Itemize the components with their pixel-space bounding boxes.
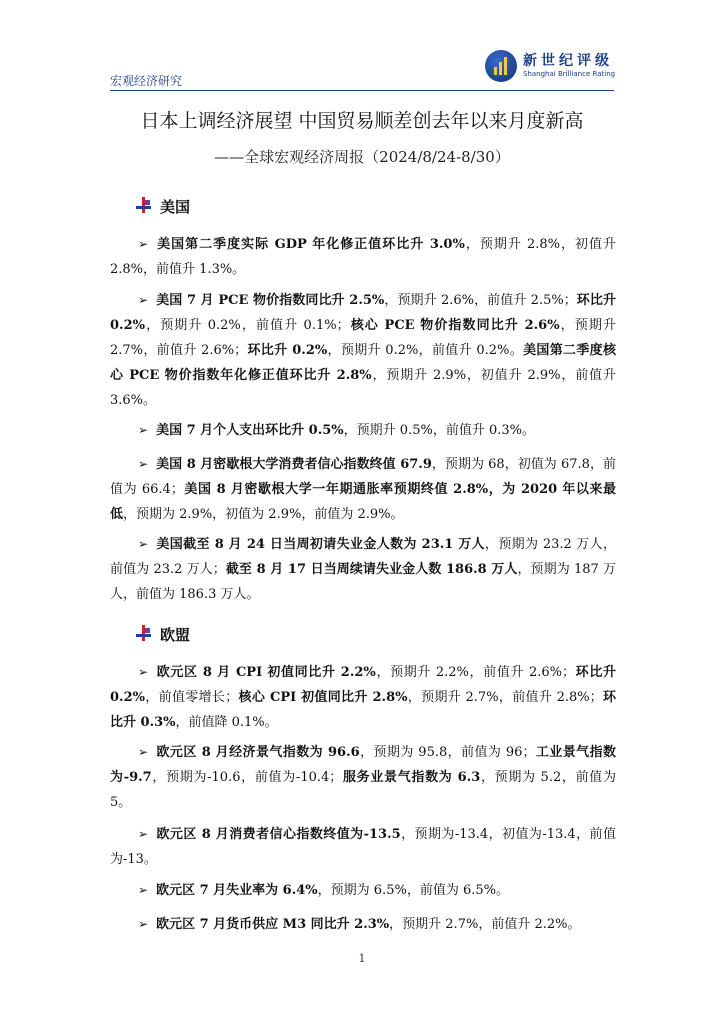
- arrow-bullet-icon: ➢: [138, 883, 149, 897]
- arrow-bullet-icon: ➢: [138, 745, 149, 759]
- list-item: ➢ 欧元区 8 月消费者信心指数终值为-13.5，预期为-13.4，初值为-13.4，前值为-13。: [110, 827, 616, 867]
- page-number: 1: [358, 952, 366, 965]
- list-item: ➢ 美国 8 月密歇根大学消费者信心指数终值 67.9，预期为 68，初值为 67.8，前值为 66.4；美国 8 月密歇根大学一年期通胀率预期终值 2.8%，为 2020 年以来最低，预期为 2.9%，初值为 2.9%，前值为 2.9%。: [110, 457, 617, 522]
- list-item: ➢ 美国第二季度实际 GDP 年化修正值环比升 3.0%，预期升 2.8%，初值升 2.8%，前值升 1.3%。: [110, 237, 616, 277]
- logo-text-en: Shanghai Brilliance Rating: [523, 70, 616, 78]
- list-item: ➢ 美国截至 8 月 24 日当周初请失业金人数为 23.1 万人，预期为 23.2 万人，前值为 23.2 万人；截至 8 月 17 日当周续请失业金人数 186.8 万人，预期为 187 万人，前值为 186.3 万人。: [110, 537, 617, 602]
- logo-emblem-icon: [485, 50, 517, 82]
- header-divider: [110, 90, 614, 91]
- list-item: ➢ 美国 7 月个人支出环比升 0.5%，预期升 0.5%，前值升 0.3%。: [138, 423, 535, 438]
- arrow-bullet-icon: ➢: [138, 827, 149, 841]
- list-item: ➢ 欧元区 8 月经济景气指数为 96.6，预期为 95.8，前值为 96；工业景气指数为-9.7，预期为-10.6，前值为-10.4；服务业景气指数为 6.3，预期为 5.2，前值为 5。: [110, 745, 616, 810]
- section-header-us: [136, 194, 190, 218]
- page-subtitle: ——全球宏观经济周报（2024/8/24-8/30）: [214, 148, 510, 166]
- list-item: ➢ 欧元区 7 月失业率为 6.4%，预期为 6.5%，前值为 6.5%。: [138, 883, 509, 898]
- arrow-bullet-icon: ➢: [138, 917, 149, 931]
- logo-text-cn: 新世纪评级: [523, 53, 613, 69]
- list-item: ➢ 欧元区 7 月货币供应 M3 同比升 2.3%，预期升 2.7%，前值升 2.2%。: [138, 917, 581, 932]
- section-title: 美国: [160, 197, 191, 216]
- brand-logo: [485, 48, 615, 84]
- list-item: ➢ 美国 7 月 PCE 物价指数同比升 2.5%，预期升 2.6%，前值升 2.5%；环比升 0.2%，预期升 0.2%，前值升 0.1%；核心 PCE 物价指数同比升 2.6%，预期升 2.7%，前值升 2.6%；环比升 0.2%，预期升 0.2%，前值升 0.2%。美国第二季度核心 PCE 物价指数年化修正值环比升 2.8%，预期升 2.9%，初值升 2.9%，前值升 3.6%。: [110, 293, 616, 408]
- section-title: 欧盟: [160, 625, 191, 644]
- page-title: 日本上调经济展望 中国贸易顺差创去年以来月度新高: [140, 110, 584, 132]
- arrow-bullet-icon: ➢: [138, 665, 149, 679]
- arrow-bullet-icon: ➢: [138, 237, 149, 251]
- header-category-label: 宏观经济研究: [110, 74, 183, 88]
- section-marker-icon: [136, 197, 152, 215]
- section-marker-icon: [136, 625, 152, 643]
- arrow-bullet-icon: ➢: [138, 293, 149, 307]
- list-item: ➢ 欧元区 8 月 CPI 初值同比升 2.2%，预期升 2.2%，前值升 2.6%；环比升 0.2%，前值零增长；核心 CPI 初值同比升 2.8%，预期升 2.7%，前值升 2.8%；环比升 0.3%，前值降 0.1%。: [110, 665, 616, 730]
- arrow-bullet-icon: ➢: [138, 457, 149, 471]
- page-header: [0, 0, 724, 92]
- section-header-eu: [136, 622, 190, 646]
- arrow-bullet-icon: ➢: [138, 537, 149, 551]
- arrow-bullet-icon: ➢: [138, 423, 149, 437]
